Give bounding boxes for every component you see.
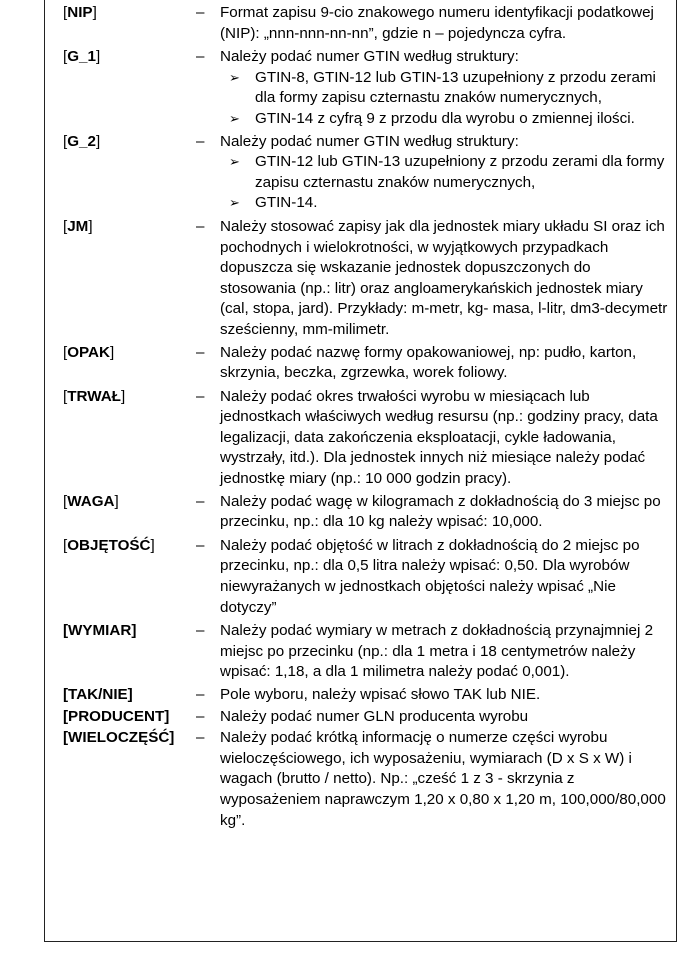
- key-label: JM: [67, 217, 89, 235]
- field-key: [63, 343, 196, 364]
- field-description: [220, 47, 669, 129]
- arrow-bullet-icon: ➢: [229, 110, 240, 126]
- description-text: Należy stosować zapisy jak dla jednostek miary układu SI oraz ich pochodnych i wielokrotności, w wyjątkowych przypadkach dopuszcza się wskazanie jednostek dopuszczonych do stosowania (np.: litr) oraz angloamerykańskich jednostek miary (cal, stopa, jard). Przykłady: m-metr, kg- masa, l-litr, dm3-decymetr sześcienny, mm-milimetr.: [220, 217, 668, 338]
- key-bracket-open: [: [63, 343, 68, 361]
- field-description: [220, 217, 669, 341]
- description-text: Należy podać okres trwałości wyrobu w miesiącach lub jednostkach właściwych według resursu (np.: godziny pracy, data legalizacji, data zakończenia eksploatacji, cykle ładowania, wystrzały, itd.). Dla jednostek innych niż miesiące należy podać jednostkę miary (np.: 10 000 godzin pracy).: [220, 387, 658, 488]
- description-text: Należy podać numer GTIN według struktury:: [220, 132, 519, 150]
- bullet-item: [220, 109, 669, 130]
- key-bracket-close: ]: [150, 536, 155, 554]
- key-bracket-close: ]: [95, 48, 101, 66]
- arrow-bullet-icon: ➢: [229, 154, 240, 170]
- field-key: [63, 132, 196, 153]
- key-bracket-open: [: [63, 217, 68, 235]
- bullet-item: [220, 193, 669, 214]
- bullet-text: GTIN-8, GTIN-12 lub GTIN-13 uzupełniony z przodu zerami dla formy zapisu czternastu znaków numerycznych,: [255, 68, 656, 107]
- field-key: [63, 217, 196, 238]
- field-key: [63, 621, 196, 642]
- description-text: Należy podać wagę w kilogramach z dokładnością do 3 miejsc po przecinku, np.: dla 10 kg należy wpisać: 10,000.: [220, 492, 661, 531]
- field-description: [220, 728, 669, 831]
- dash-separator: –: [196, 707, 205, 725]
- description-text: Pole wyboru, należy wpisać słowo TAK lub NIE.: [220, 686, 541, 703]
- definition-row: [63, 132, 669, 214]
- definition-row: [63, 621, 669, 683]
- arrow-bullet-icon: ➢: [229, 195, 240, 211]
- bullet-item: [220, 68, 669, 109]
- bullet-text: GTIN-14.: [255, 194, 318, 212]
- description-text: Należy podać numer GTIN według struktury:: [220, 48, 519, 66]
- dash-separator: –: [196, 48, 205, 66]
- bullet-text: GTIN-14 z cyfrą 9 z przodu dla wyrobu o zmiennej ilości.: [255, 109, 635, 127]
- bullet-text: GTIN-12 lub GTIN-13 uzupełniony z przodu zerami dla formy zapisu czternastu znaków numerycznych,: [255, 153, 665, 191]
- key-bracket-open: [: [63, 132, 68, 150]
- key-label: [WIELOCZĘŚĆ]: [63, 729, 175, 747]
- definition-row: [63, 492, 669, 533]
- key-bracket-open: [: [63, 4, 68, 21]
- dash-separator: –: [196, 132, 205, 150]
- description-text: Należy podać wymiary w metrach z dokładnością przynajmniej 2 miejsc po przecinku (np.: dla 1 metra i 18 centymetrów należy wpisać: 1,18, a dla 1 milimetra należy podać 0,001).: [220, 622, 654, 681]
- key-bracket-close: ]: [114, 492, 119, 510]
- dash-separator: –: [196, 4, 205, 21]
- dash-separator: –: [196, 729, 205, 747]
- field-description: [220, 132, 669, 214]
- field-key: [63, 387, 196, 408]
- dash-separator: –: [196, 536, 205, 554]
- key-bracket-open: [: [63, 387, 68, 405]
- dash-separator: –: [196, 622, 205, 640]
- field-description: [220, 343, 669, 384]
- field-key: [63, 728, 196, 749]
- dash-separator: –: [196, 492, 205, 510]
- field-key: [63, 536, 196, 557]
- description-text: Należy podać nazwę formy opakowaniowej, np: pudło, karton, skrzynia, beczka, zgrzewka, worek foliowy.: [220, 343, 637, 382]
- field-key: [63, 707, 196, 728]
- dash-separator: –: [196, 387, 205, 405]
- key-label: G_1: [67, 48, 96, 66]
- arrow-bullet-icon: ➢: [229, 69, 240, 85]
- key-label: [WYMIAR]: [63, 622, 137, 640]
- key-bracket-close: ]: [92, 4, 97, 21]
- definition-row: [63, 536, 669, 618]
- key-label: OPAK: [67, 343, 110, 361]
- field-description: [220, 536, 669, 618]
- dash-separator: –: [196, 686, 205, 703]
- field-description: [220, 387, 669, 490]
- key-bracket-close: ]: [95, 132, 101, 150]
- key-label: [TAK/NIE]: [63, 686, 133, 703]
- key-bracket-close: ]: [88, 217, 93, 235]
- description-text: Należy podać objętość w litrach z dokładnością do 2 miejsc po przecinku, np.: dla 0,5 litra należy wpisać: 0,50. Dla wyrobów niewyrażanych w jednostkach objętości należy wpisać „Nie dotyczy”: [220, 536, 640, 616]
- field-description: [220, 621, 669, 683]
- field-key: [63, 3, 196, 24]
- definition-row: [63, 47, 669, 129]
- field-description: [220, 3, 669, 44]
- field-key: [63, 685, 196, 706]
- key-bracket-open: [: [63, 48, 68, 66]
- definition-row: [63, 3, 669, 44]
- key-label: OBJĘTOŚĆ: [67, 536, 151, 554]
- field-description: [220, 685, 669, 706]
- description-text: Format zapisu 9-cio znakowego numeru identyfikacji podatkowej (NIP): „nnn-nnn-nn-nn”, gdzie n – pojedyncza cyfra.: [220, 4, 654, 42]
- field-description: [220, 707, 669, 728]
- key-label: TRWAŁ: [67, 387, 121, 405]
- key-label: G_2: [67, 132, 96, 150]
- dash-separator: –: [196, 343, 205, 361]
- definition-row: [63, 707, 669, 728]
- definition-row: [63, 217, 669, 341]
- description-text: Należy podać numer GLN producenta wyrobu: [220, 707, 529, 725]
- key-bracket-open: [: [63, 492, 68, 510]
- key-bracket-open: [: [63, 536, 68, 554]
- definition-row: [63, 685, 669, 706]
- key-bracket-close: ]: [120, 387, 126, 405]
- definition-row: [63, 387, 669, 490]
- definition-row: [63, 728, 669, 831]
- field-description: [220, 492, 669, 533]
- description-text: Należy podać krótką informację o numerze części wyrobu wieloczęściowego, ich wyposażeniu, wymiarach (D x S x W) i wagach (brutto / netto). Np.: „cześć 1 z 3 - skrzynia z wyposażeniem naprawczym 1,20 x 0,80 x 1,20 m, 100,000/80,000 kg”.: [220, 729, 666, 829]
- dash-separator: –: [196, 217, 205, 235]
- key-label: NIP: [67, 4, 93, 21]
- definitions-list: [63, 3, 669, 831]
- field-key: [63, 492, 196, 513]
- bullet-item: [220, 152, 669, 193]
- key-label: WAGA: [67, 492, 115, 510]
- key-bracket-close: ]: [110, 343, 115, 361]
- key-label: [PRODUCENT]: [63, 707, 170, 725]
- definition-row: [63, 343, 669, 384]
- field-key: [63, 47, 196, 68]
